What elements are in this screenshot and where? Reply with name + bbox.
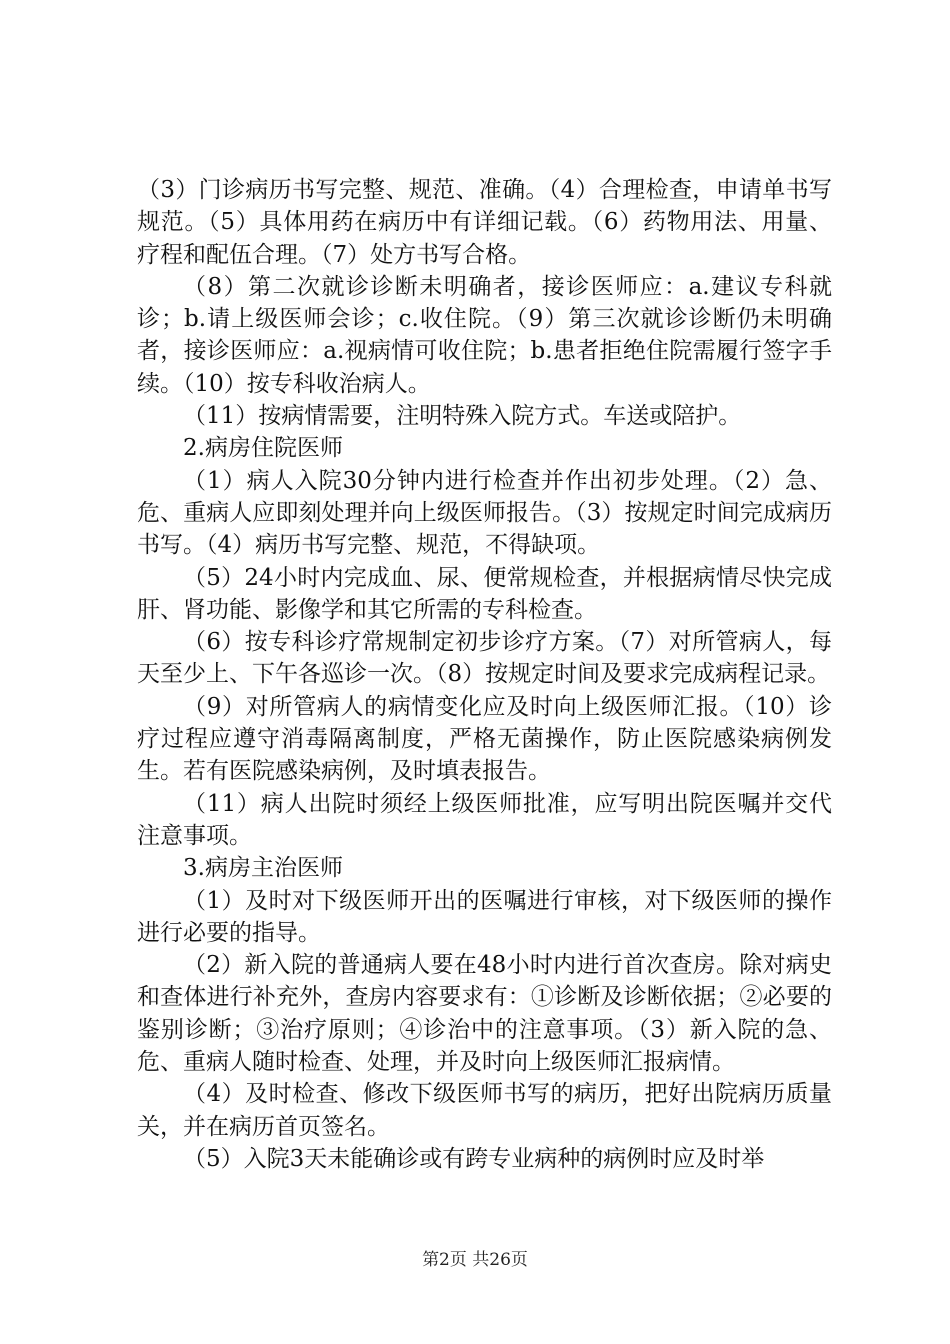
paragraph: （5）入院3天未能确诊或有跨专业病种的病例时应及时举 [183,1145,765,1172]
paragraph: （1）及时对下级医师开出的医嘱进行审核，对下级医师的操作进行必要的指导。 [137,887,832,946]
paragraph: 2.病房住院医师 [183,435,343,462]
paragraph: （3）门诊病历书写完整、规范、准确。（4）合理检查，申请单书写规范。（5）具体用药在病历中有详细记载。（6）药物用法、用量、疗程和配伍合理。（7）处方书写合格。 [137,177,832,268]
paragraph: 3.病房主治医师 [183,855,343,882]
paragraph: （2）新入院的普通病人要在48小时内进行首次查房。除对病史和查体进行补充外，查房内容要求有：①诊断及诊断依据；②必要的鉴别诊断；③治疗原则；④诊治中的注意事项。（3）新入院的急、危、重病人随时检查、处理，并及时向上级医师汇报病情。 [137,952,832,1076]
paragraph: （5）24小时内完成血、尿、便常规检查，并根据病情尽快完成肝、肾功能、影像学和其它所需的专科检查。 [137,564,832,623]
paragraph: （9）对所管病人的病情变化应及时向上级医师汇报。（10）诊疗过程应遵守消毒隔离制度，严格无菌操作，防止医院感染病例发生。若有医院感染病例，及时填表报告。 [137,693,832,785]
paragraph: （8）第二次就诊诊断未明确者，接诊医师应：a.建议专科就诊；b.请上级医师会诊；c.收住院。（9）第三次就诊诊断仍未明确者，接诊医师应：a.视病情可收住院；b.患者拒绝住院需履行签字手续。（10）按专科收治病人。 [137,273,832,397]
paragraph: （11）病人出院时须经上级医师批准，应写明出院医嘱并交代注意事项。 [137,790,832,849]
paragraph: （6）按专科诊疗常规制定初步诊疗方案。（7）对所管病人，每天至少上、下午各巡诊一次。（8）按规定时间及要求完成病程记录。 [137,629,832,688]
paragraph: （4）及时检查、修改下级医师书写的病历，把好出院病历质量关，并在病历首页签名。 [137,1081,832,1140]
page-footer: 第2页 共26页 [422,1250,528,1270]
paragraph: （1）病人入院30分钟内进行检查并作出初步处理。（2）急、危、重病人应即刻处理并向上级医师报告。（3）按规定时间完成病历书写。（4）病历书写完整、规范，不得缺项。 [137,467,832,559]
document-body [137,174,832,1175]
paragraph: （11）按病情需要，注明特殊入院方式。车送或陪护。 [183,403,742,430]
